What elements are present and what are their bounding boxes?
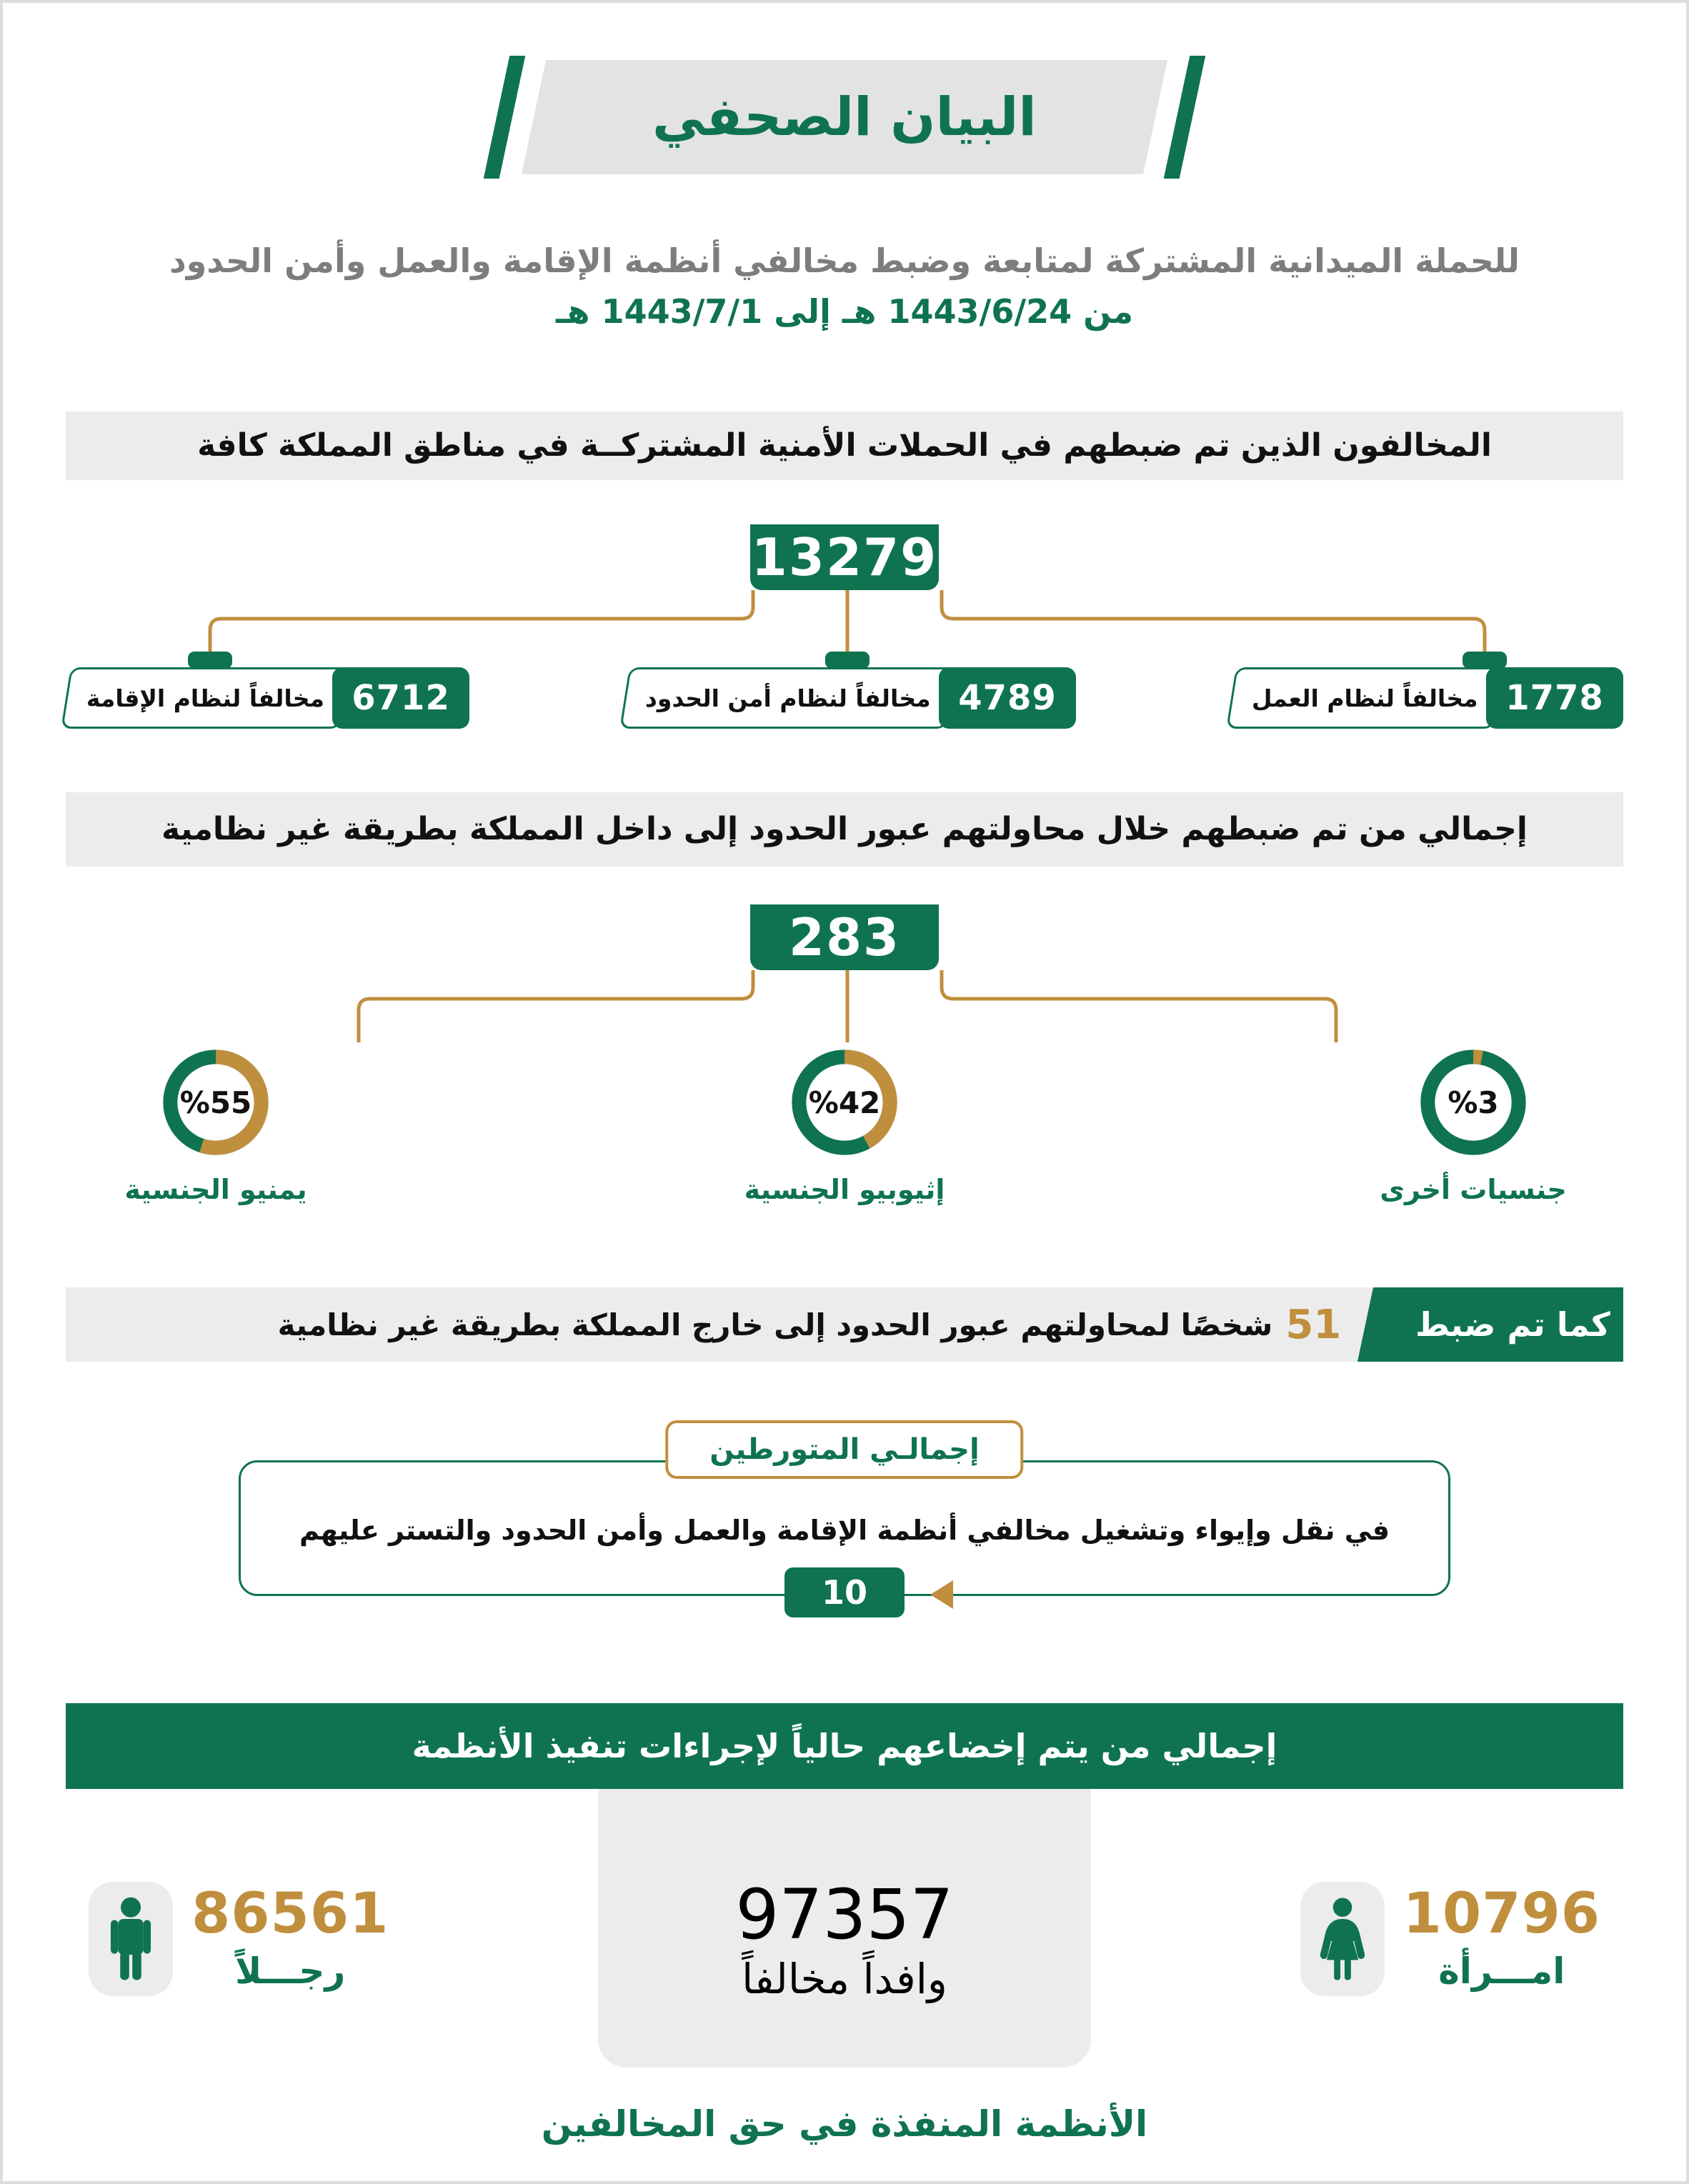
title-banner xyxy=(3,40,1686,194)
stat-total-expats xyxy=(735,1875,953,2003)
slash-decoration-right xyxy=(484,56,526,179)
inbound-section-header xyxy=(66,792,1623,867)
stat-men-value: 86561 xyxy=(191,1882,389,1946)
outbound-description: شخصًا لمحاولتهم عبور الحدود إلى خارج المملكة بطريقة غير نظامية xyxy=(277,1307,1273,1342)
inbound-header-text: إجمالي من تم ضبطهم خلال محاولتهم عبور الحدود إلى داخل المملكة بطريقة غير نظامية xyxy=(161,811,1528,848)
outbound-text xyxy=(66,1287,1365,1362)
date-range: من 1443/6/24 هـ إلى 1443/7/1 هـ xyxy=(555,292,1134,331)
donut-yemeni xyxy=(156,1042,276,1162)
involved-count: 10 xyxy=(784,1567,905,1617)
stat-men-text xyxy=(191,1882,389,1992)
outbound-tag: كما تم ضبط xyxy=(1357,1287,1623,1362)
stat-women-text xyxy=(1402,1882,1600,1992)
donut-label-yemeni: يمنيو الجنسية xyxy=(124,1174,307,1205)
nub-work-violation xyxy=(188,652,232,669)
stat-value-residency: 6712 xyxy=(332,667,469,729)
donut-ethiopian xyxy=(784,1042,905,1162)
procedures-section-header xyxy=(66,1703,1623,1789)
donut-label-ethiopian: إثيوبيو الجنسية xyxy=(744,1174,945,1205)
procedures-header-text: إجمالي من يتم إخضاعهم حالياً لإجراءات تنفيذ الأنظمة xyxy=(412,1727,1277,1765)
stat-men xyxy=(89,1882,389,1996)
stat-label-border: مخالفاً لنظام أمن الحدود xyxy=(620,667,957,729)
stat-total-label: وافداً مخالفاً xyxy=(742,1955,947,2003)
nationality-donut-row xyxy=(66,1042,1623,1242)
stat-men-label: رجـــلاً xyxy=(235,1950,346,1992)
stat-women xyxy=(1300,1882,1600,1996)
donut-item-other xyxy=(1323,1042,1623,1242)
stat-pill-border xyxy=(624,667,1076,729)
involved-tag: إجمالـي المتورطين xyxy=(665,1420,1023,1479)
donut-percent-ethiopian: %42 xyxy=(808,1084,881,1120)
donut-percent-yemeni: %55 xyxy=(179,1084,252,1120)
violators-section-header xyxy=(66,412,1623,480)
donut-percent-other: %3 xyxy=(1448,1084,1499,1120)
outbound-count: 51 xyxy=(1285,1301,1342,1348)
stat-label-residency: مخالفاً لنظام الإقامة xyxy=(61,667,350,729)
slash-decoration-left xyxy=(1164,56,1206,179)
involved-description: في نقل وإيواء وتشغيل مخالفي أنظمة الإقامة والعمل وأمن الحدود والتستر عليهم xyxy=(299,1515,1390,1546)
violators-total: 13279 xyxy=(750,524,939,590)
nub-residency-violation xyxy=(1463,652,1507,669)
arrow-left-icon xyxy=(930,1580,953,1609)
stat-women-label: امـــرأة xyxy=(1438,1950,1565,1992)
inbound-total: 283 xyxy=(750,904,939,970)
stat-label-work: مخالفاً لنظام العمل xyxy=(1227,667,1504,729)
violators-breakdown-row xyxy=(66,667,1623,729)
stat-value-border: 4789 xyxy=(939,667,1076,729)
outbound-banner xyxy=(66,1287,1623,1362)
stat-pill-residency xyxy=(66,667,469,729)
subtitle: للحملة الميدانية المشتركة لمتابعة وضبط مخالفي أنظمة الإقامة والعمل وأمن الحدود xyxy=(169,241,1520,280)
stat-total-value: 97357 xyxy=(735,1875,954,1955)
footer-text: الأنظمة المنفذة في حق المخالفين xyxy=(541,2103,1148,2145)
man-icon xyxy=(89,1882,173,1996)
procedures-stats-row xyxy=(89,1832,1600,2046)
stat-women-value: 10796 xyxy=(1402,1882,1600,1946)
donut-item-ethiopian xyxy=(694,1042,995,1242)
nub-border-violation xyxy=(825,652,870,669)
donut-label-other: جنسيات أخرى xyxy=(1380,1174,1567,1205)
violators-header-text: المخالفون الذين تم ضبطهم في الحملات الأمنية المشتركــة في مناطق المملكة كافة xyxy=(197,427,1492,464)
page-title: البيان الصحفي xyxy=(652,86,1037,148)
donut-other xyxy=(1413,1042,1533,1162)
stat-pill-work xyxy=(1231,667,1623,729)
title-plate xyxy=(522,60,1167,174)
stat-value-work: 1778 xyxy=(1486,667,1623,729)
donut-item-yemeni xyxy=(66,1042,366,1242)
woman-icon xyxy=(1300,1882,1385,1996)
